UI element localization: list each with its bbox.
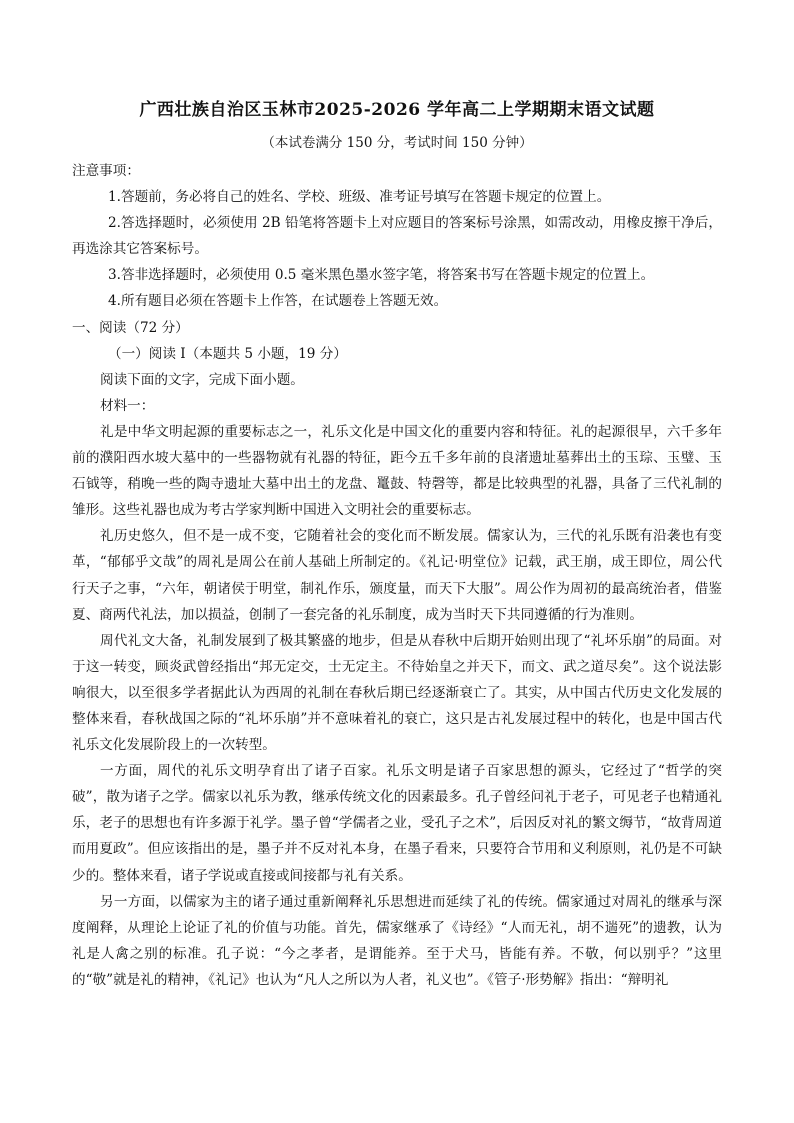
document-body xyxy=(72,158,722,993)
exam-subtitle: （本试卷满分 150 分，考试时间 150 分钟） xyxy=(261,135,533,151)
exam-title: 广西壮族自治区玉林市2025-2026 学年高二上学期期末语文试题 xyxy=(139,100,655,120)
notice-item-3: 3.答非选择题时，必须使用 0.5 毫米黑色墨水签字笔，将答案书写在答题卡规定的位置上。 xyxy=(108,267,655,284)
notice-item-2: 2.答选择题时，必须使用 2B 铅笔将答题卡上对应题目的答案标号涂黑，如需改动，用橡皮擦干净后，再选涂其它答案标号。 xyxy=(72,215,722,258)
section-subheading: （一）阅读 I（本题共 5 小题，19 分） xyxy=(108,345,347,362)
material-label: 材料一： xyxy=(100,397,155,414)
passage-paragraph-3: 周代礼文大备，礼制发展到了极其繁盛的地步，但是从春秋中后期开始则出现了“礼坏乐崩”的局面。对于这一转变，顾炎武曾经指出“邦无定交，士无定主。不待始皇之并天下，而文、武之道尽矣”。这个说法影响很大，以至很多学者据此认为西周的礼制在春秋后期已经逐渐衰亡了。其实，从中国古代历史文化发展的整体来看，春秋战国之际的“礼坏乐崩”并不意味着礼的衰亡，这只是古礼发展过程中的转化，也是中国古代礼乐文化发展阶段上的一次转型。 xyxy=(72,632,722,754)
reading-instruction: 阅读下面的文字，完成下面小题。 xyxy=(100,371,304,388)
notice-item-4: 4.所有题目必须在答题卡上作答，在试题卷上答题无效。 xyxy=(108,293,448,310)
passage-paragraph-2: 礼历史悠久，但不是一成不变，它随着社会的变化而不断发展。儒家认为，三代的礼乐既有沿袭也有变革，“郁郁乎文哉”的周礼是周公在前人基础上所制定的。《礼记·明堂位》记载，武王崩，成王即位，周公代行天子之事，“六年，朝诸侯于明堂，制礼作乐，颁度量，而天下大服”。周公作为周初的最高统治者，借鉴夏、商两代礼法，加以损益，创制了一套完备的礼乐制度，成为当时天下共同遵循的行为准则。 xyxy=(72,528,722,623)
passage-paragraph-4: 一方面，周代的礼乐文明孕育出了诸子百家。礼乐文明是诸子百家思想的源头，它经过了“哲学的突破”，散为诸子之学。儒家以礼乐为教，继承传统文化的因素最多。孔子曾经问礼于老子，可见老子也精通礼乐，老子的思想也有许多源于礼学。墨子曾“学儒者之业，受孔子之术”，后因反对礼的繁文缛节，“故背周道而用夏政”。但应该指出的是，墨子并不反对礼本身，在墨子看来，只要符合节用和义利原则，礼仍是不可缺少的。整体来看，诸子学说或直接或间接都与礼有关系。 xyxy=(72,763,722,884)
notice-heading: 注意事项： xyxy=(72,163,140,179)
notice-item-1: 1.答题前，务必将自己的姓名、学校、班级、准考证号填写在答题卡规定的位置上。 xyxy=(108,189,611,206)
passage-paragraph-1: 礼是中华文明起源的重要标志之一，礼乐文化是中国文化的重要内容和特征。礼的起源很早，六千多年前的濮阳西水坡大墓中的一些器物就有礼器的特征，距今五千多年前的良渚遗址墓葬出土的玉琮、玉璧、玉石钺等，稍晚一些的陶寺遗址大墓中出土的龙盘、鼍鼓、特磬等，都是比较典型的礼器，具备了三代礼制的雏形。这些礼器也成为考古学家判断中国进入文明社会的重要标志。 xyxy=(72,423,722,519)
passage-paragraph-5: 另一方面，以儒家为主的诸子通过重新阐释礼乐思想进而延续了礼的传统。儒家通过对周礼的继承与深度阐释，从理论上论证了礼的价值与功能。首先，儒家继承了《诗经》“人而无礼，胡不遄死”的遗教，认为礼是人禽之别的标准。孔子说：“今之孝者，是谓能养。至于犬马，皆能有养。不敬，何以别乎？”这里的“敬”就是礼的精神，《礼记》也认为“凡人之所以为人者，礼义也”。《管子·形势解》指出：“辩明礼 xyxy=(72,893,722,988)
section-heading: 一、阅读（72 分） xyxy=(72,319,189,336)
